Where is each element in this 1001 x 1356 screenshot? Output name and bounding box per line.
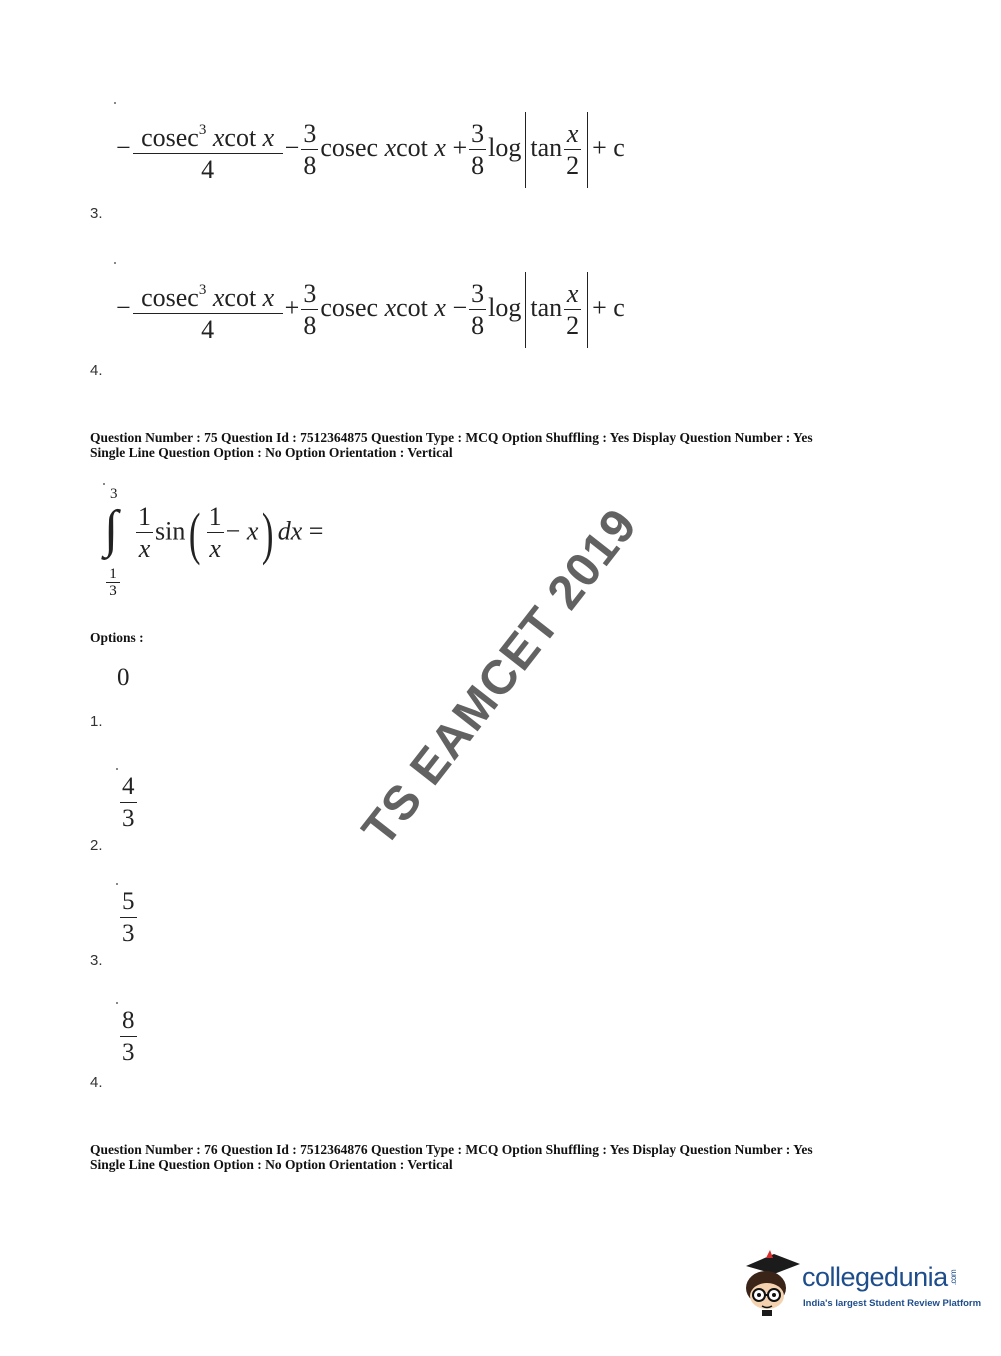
- options-heading: Options :: [90, 630, 144, 645]
- dot-marker: [116, 883, 118, 885]
- question-integral: [100, 486, 360, 616]
- option-1-value: 0: [117, 664, 130, 691]
- option-4-expression: − $\frac{cosec^3 xcot x}{4}$ + $\frac{3}{8}$ cosec xcot x − $\frac{3}{8}$ log tan $\frac{x}{2}$ + c: [116, 272, 625, 348]
- option-label: 1.: [90, 713, 103, 730]
- option-4-value: $\frac{8}{3}$: [118, 1006, 139, 1069]
- option-3-expression: − $\frac{cosec^3 xcot x}{4}$ − $\frac{3}{8}$ cosec xcot x + $\frac{3}{8}$ log tan $\frac{x}{2}$ + c: [116, 112, 625, 188]
- mascot-icon: [740, 1248, 802, 1318]
- integral-lower-limit: 1 3: [106, 566, 120, 599]
- brand-tld: .com: [948, 1269, 958, 1286]
- option-2-value: $\frac{4}{3}$: [118, 772, 139, 835]
- brand-logo: [740, 1248, 982, 1318]
- meta-line-1: Question Number : 76 Question Id : 7512364876 Question Type : MCQ Option Shuffling : Yes Display Question Number : Yes: [90, 1142, 813, 1157]
- brand-name: collegedunia.com: [802, 1262, 958, 1292]
- integrand: $\frac{1}{x}$ sin( $\frac{1}{x}$ − x) dx =: [138, 500, 324, 566]
- option-label: 2.: [90, 837, 103, 854]
- option-label: 3.: [90, 205, 103, 222]
- integral-sign: ∫: [104, 501, 119, 558]
- question-meta: [90, 1142, 813, 1172]
- option-label: 4.: [90, 362, 103, 379]
- meta-line-2: Single Line Question Option : No Option Orientation : Vertical: [90, 445, 453, 460]
- option-3-value: $\frac{5}{3}$: [118, 887, 139, 950]
- meta-line-1: Question Number : 75 Question Id : 7512364875 Question Type : MCQ Option Shuffling : Yes Display Question Number : Yes: [90, 430, 813, 445]
- watermark: TS EAMCET 2019: [352, 499, 648, 856]
- option-label: 3.: [90, 952, 103, 969]
- integral-upper-limit: 3: [110, 486, 118, 502]
- brand-tagline: India's largest Student Review Platform: [803, 1298, 982, 1309]
- meta-line-2: Single Line Question Option : No Option Orientation : Vertical: [90, 1157, 453, 1172]
- dot-marker: [116, 1002, 118, 1004]
- dot-marker: [103, 483, 105, 485]
- question-meta: [90, 430, 813, 460]
- dot-marker: [114, 102, 116, 104]
- dot-marker: [116, 768, 118, 770]
- option-label: 4.: [90, 1074, 103, 1091]
- dot-marker: [114, 262, 116, 264]
